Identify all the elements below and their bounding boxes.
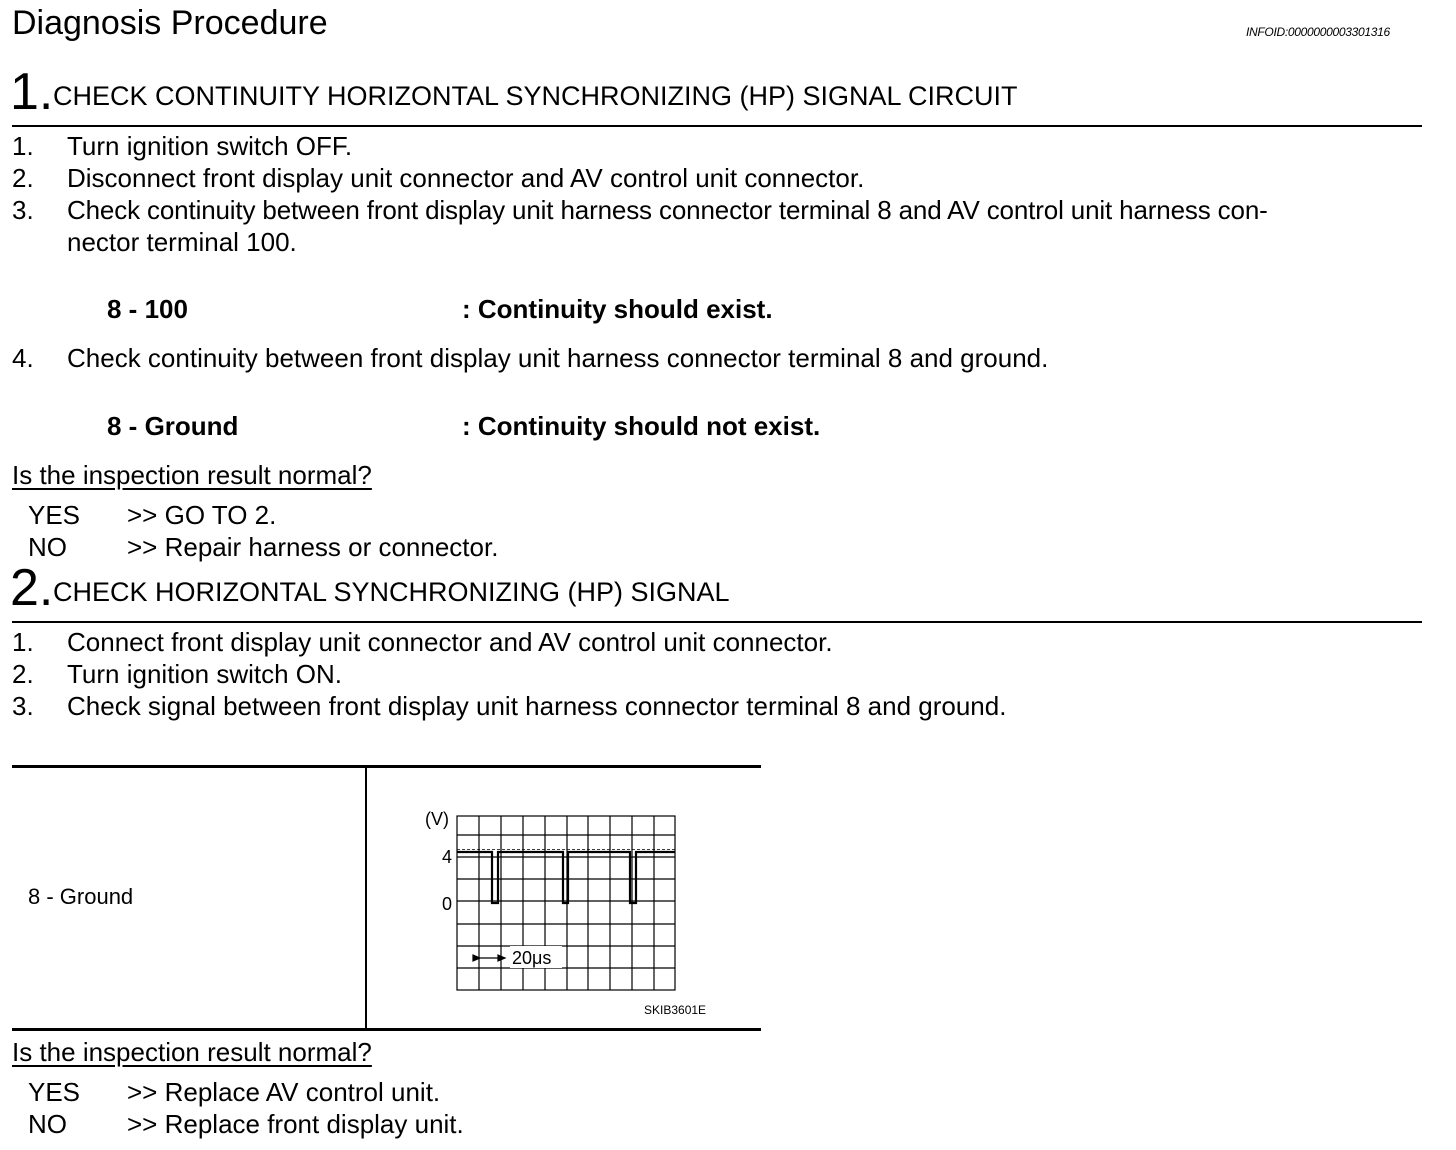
answer-key-no: NO bbox=[28, 532, 67, 562]
spec-value: : Continuity should not exist. bbox=[462, 411, 821, 441]
page-title: Diagnosis Procedure bbox=[12, 4, 328, 42]
item-text: Check continuity between front display unit harness connector terminal 8 and AV control unit harness con- bbox=[67, 195, 1268, 225]
item-number: 1. bbox=[12, 131, 34, 161]
answer-text-yes: >> GO TO 2. bbox=[127, 500, 277, 530]
figure-id: SKIB3601E bbox=[644, 1003, 707, 1017]
waveform-figure bbox=[410, 800, 730, 1020]
answer-key-yes: YES bbox=[28, 500, 81, 530]
terminal-cell: 8 - Ground bbox=[28, 884, 134, 909]
item-text: Connect front display unit connector and AV control unit connector. bbox=[67, 627, 833, 657]
table-column-divider bbox=[365, 768, 367, 1030]
answer-key-no: NO bbox=[28, 1109, 67, 1139]
answer-text-no: >> Repair harness or connector. bbox=[127, 532, 499, 562]
answer-text-yes: >> Replace AV control unit. bbox=[127, 1077, 441, 1107]
step-number: 2. bbox=[10, 559, 54, 617]
spec-value: : Continuity should exist. bbox=[462, 294, 773, 324]
step-number: 1. bbox=[10, 63, 54, 121]
time-division-label: 20μs bbox=[512, 948, 552, 968]
item-number: 3. bbox=[12, 691, 34, 721]
step-heading: CHECK HORIZONTAL SYNCHRONIZING (HP) SIGNAL bbox=[53, 577, 730, 607]
item-text: Check signal between front display unit harness connector terminal 8 and ground. bbox=[67, 691, 1007, 721]
y-unit-label: (V) bbox=[425, 809, 449, 829]
y-tick-high: 4 bbox=[442, 847, 453, 867]
item-number: 2. bbox=[12, 163, 34, 193]
answer-text-no: >> Replace front display unit. bbox=[127, 1109, 464, 1139]
inspection-question: Is the inspection result normal? bbox=[12, 1037, 372, 1067]
item-number: 2. bbox=[12, 659, 34, 689]
item-number: 1. bbox=[12, 627, 34, 657]
item-number: 3. bbox=[12, 195, 34, 225]
hp-signal-trace bbox=[457, 852, 675, 903]
time-division-marker bbox=[473, 955, 505, 961]
section-divider bbox=[12, 125, 1422, 127]
item-text: Disconnect front display unit connector and AV control unit connector. bbox=[67, 163, 865, 193]
y-tick-low: 0 bbox=[442, 894, 453, 914]
step-heading: CHECK CONTINUITY HORIZONTAL SYNCHRONIZING (HP) SIGNAL CIRCUIT bbox=[53, 81, 1018, 111]
inspection-question: Is the inspection result normal? bbox=[12, 460, 372, 490]
item-text: Turn ignition switch ON. bbox=[67, 659, 343, 689]
info-id: INFOID:0000000003301316 bbox=[1246, 25, 1390, 39]
answer-key-yes: YES bbox=[28, 1077, 81, 1107]
item-number: 4. bbox=[12, 343, 34, 373]
item-text: Turn ignition switch OFF. bbox=[67, 131, 353, 161]
table-bottom-border bbox=[12, 1028, 761, 1031]
table-top-border bbox=[12, 765, 761, 768]
item-text: Check continuity between front display unit harness connector terminal 8 and ground. bbox=[67, 343, 1049, 373]
section-divider bbox=[12, 621, 1422, 623]
spec-label: 8 - 100 bbox=[107, 294, 188, 324]
item-text-continued: nector terminal 100. bbox=[67, 227, 297, 257]
spec-label: 8 - Ground bbox=[107, 411, 239, 441]
